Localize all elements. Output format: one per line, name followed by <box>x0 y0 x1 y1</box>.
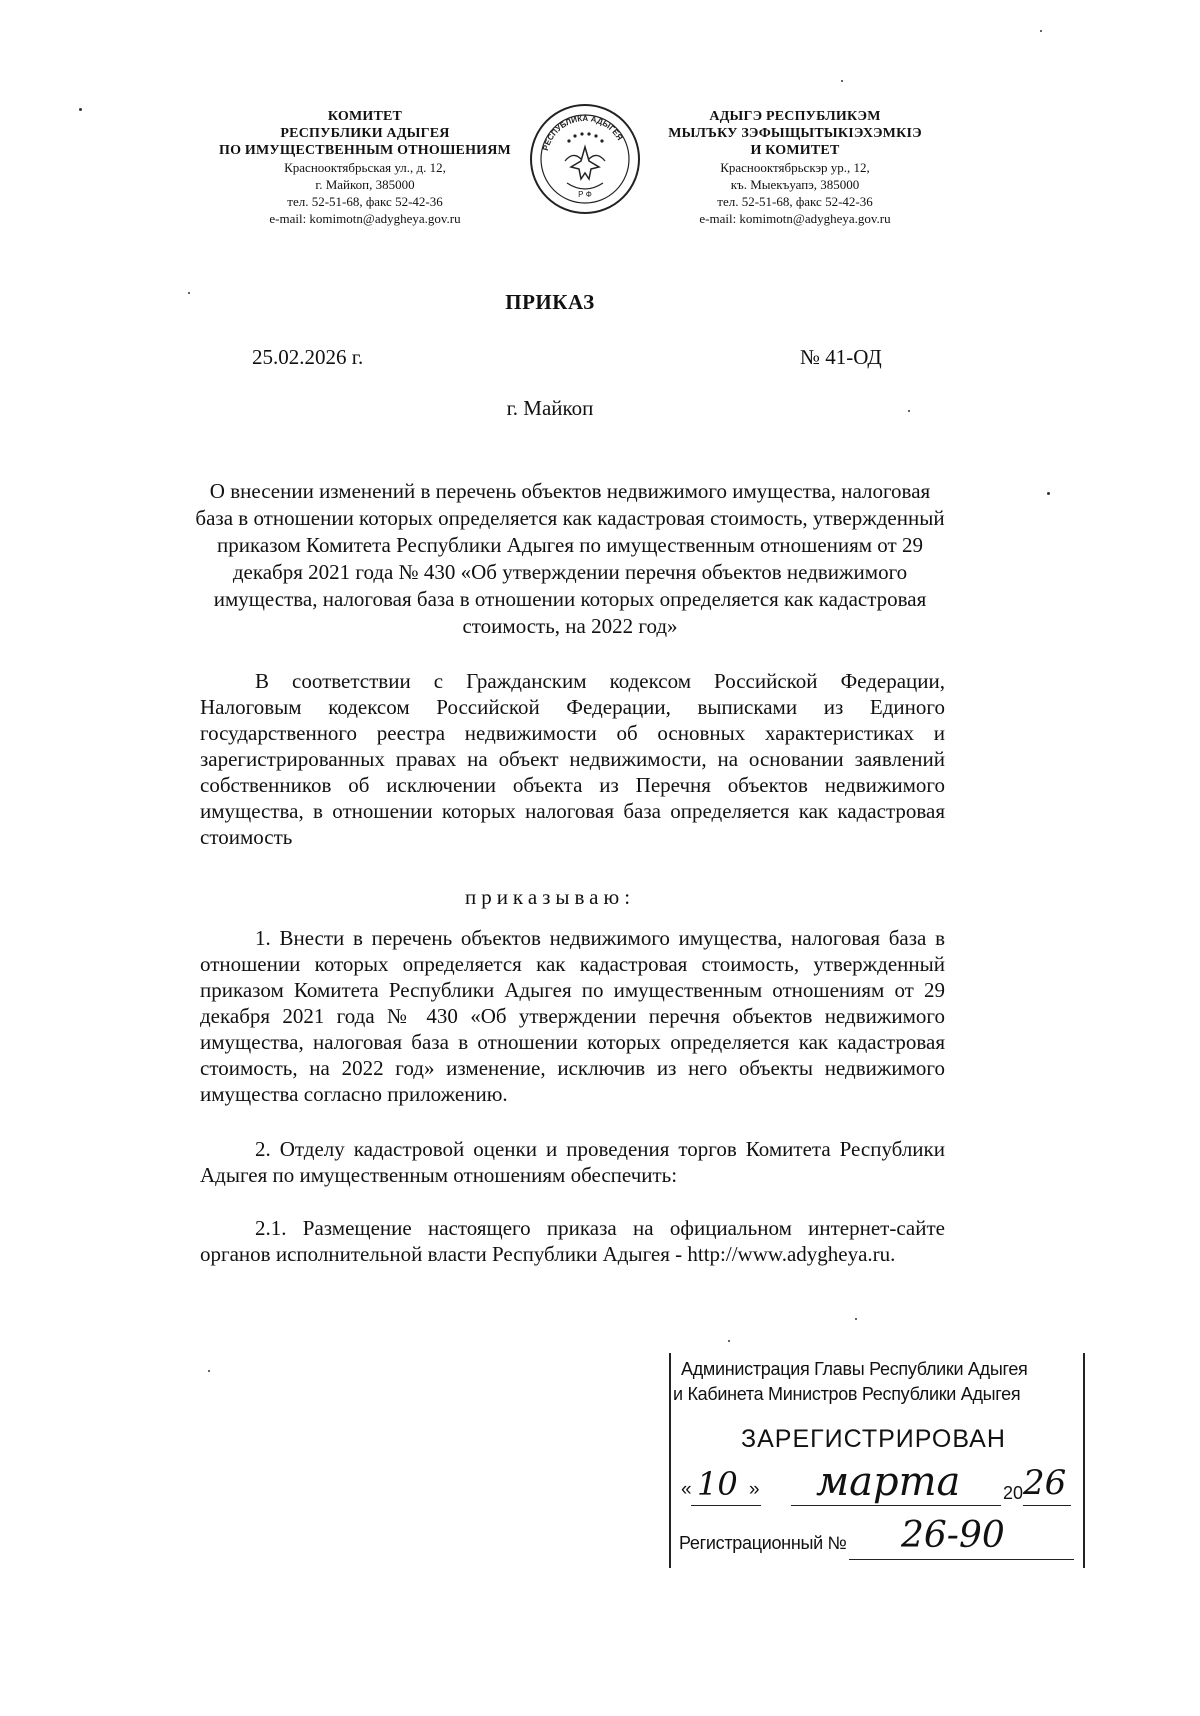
stamp-registered: ЗАРЕГИСТРИРОВАН <box>741 1425 1006 1453</box>
scan-speck <box>908 410 910 412</box>
stamp-year-suffix: 26 <box>1023 1463 1067 1503</box>
scan-speck <box>1040 30 1042 32</box>
stamp-line2: и Кабинета Министров Республики Адыгея <box>673 1384 1021 1404</box>
scan-speck <box>1047 492 1050 495</box>
header-left-line3: ПО ИМУЩЕСТВЕННЫМ ОТНОШЕНИЯМ <box>219 143 511 158</box>
header-left-line2: РЕСПУБЛИКИ АДЫГЕЯ <box>280 126 450 141</box>
header-right-address2: къ. Мыекъуапэ, 385000 <box>730 177 860 192</box>
scan-speck <box>728 1340 730 1342</box>
stamp-day: 10 <box>697 1465 738 1503</box>
stamp-reg-line <box>679 1515 1079 1563</box>
scan-speck <box>79 108 82 111</box>
scan-speck <box>188 292 190 294</box>
adygea-coat-of-arms-icon <box>529 103 641 215</box>
header-right <box>650 108 940 227</box>
stamp-reg-number: 26-90 <box>901 1515 1005 1556</box>
order-word: приказываю: <box>464 885 636 909</box>
emblem-text: РЕСПУБЛИКА АДЫГЕЯ <box>541 113 625 152</box>
header-left <box>215 108 515 227</box>
order-item-2-1: 2.1. Размещение настоящего приказа на официальном интернет-сайте органов исполнительной власти Республики Адыгея - http://www.adygheya.ru. <box>200 1216 945 1266</box>
header-right-line3: И КОМИТЕТ <box>750 143 840 158</box>
header-right-phone: тел. 52-51-68, факс 52-42-36 <box>717 194 873 209</box>
header-left-email: e-mail: komimotn@adygheya.gov.ru <box>269 211 461 226</box>
order-item-1: 1. Внести в перечень объектов недвижимого имущества, налоговая база в отношении которых определяется как кадастровая стоимость, утвержденный приказом Комитета Республики Адыгея по имущественным отношениям от 29 декабря 2021 года № 430 «Об утверждении перечня объектов недвижимого имущества, налоговая база в отношении которых определяется как кадастровая стоимость, на 2022 год» изменение, исключив из него объекты недвижимого имущества согласно приложению. <box>200 926 945 1106</box>
header-right-email: e-mail: komimotn@adygheya.gov.ru <box>699 211 891 226</box>
document-city: г. Майкоп <box>506 396 594 420</box>
header-left-address1: Краснооктябрьская ул., д. 12, <box>284 160 446 175</box>
stamp-month: марта <box>816 1459 961 1505</box>
emblem-bottom-text: Р Ф <box>578 190 592 199</box>
header-left-line1: КОМИТЕТ <box>327 109 403 124</box>
header-left-address2: г. Майкоп, 385000 <box>315 177 415 192</box>
scan-speck <box>841 80 843 82</box>
scan-speck <box>208 1370 210 1372</box>
header-left-phone: тел. 52-51-68, факс 52-42-36 <box>287 194 443 209</box>
stamp-close-quote: » <box>749 1479 760 1500</box>
stamp-line1: Администрация Главы Республики Адыгея <box>681 1359 1028 1379</box>
document-number: № 41-ОД <box>800 345 882 369</box>
registration-stamp <box>669 1353 1085 1568</box>
header-right-line1: АДЫГЭ РЕСПУБЛИКЭМ <box>709 109 881 124</box>
document-title: ПРИКАЗ <box>505 290 595 314</box>
document-subject: О внесении изменений в перечень объектов недвижимого имущества, налоговая база в отношении которых определяется как кадастровая стоимость, утвержденный приказом Комитета Республики Адыгея по имущественным отношениям от 29 декабря 2021 года № 430 «Об утверждении перечня объектов недвижимого имущества, налоговая база в отношении которых определяется как кадастровая стоимость, на 2022 год» <box>195 479 945 638</box>
stamp-year-prefix: 20 <box>1003 1483 1024 1503</box>
scan-speck <box>855 1318 857 1320</box>
stamp-reg-label: Регистрационный № <box>679 1533 847 1553</box>
document-date: 25.02.2026 г. <box>252 345 364 369</box>
header-right-line2: МЫЛЪКУ ЗЭФЫЩЫТЫКІЭХЭМКІЭ <box>668 126 922 141</box>
stamp-date-line <box>681 1459 1076 1509</box>
preamble-paragraph: В соответствии с Гражданским кодексом Российской Федерации, Налоговым кодексом Российской Федерации, выписками из Единого государственного реестра недвижимости об основных характеристиках и зарегистрированных правах на объект недвижимости, на основании заявлений собственников об исключении объекта из Перечня объектов недвижимого имущества, в отношении которых налоговая база определяется как кадастровая стоимость <box>200 669 945 849</box>
order-item-2: 2. Отделу кадастровой оценки и проведения торгов Комитета Республики Адыгея по имущественным отношениям обеспечить: <box>200 1137 945 1187</box>
header-right-address1: Краснооктябрьскэр ур., 12, <box>720 160 870 175</box>
stamp-open-quote: « <box>681 1479 692 1500</box>
